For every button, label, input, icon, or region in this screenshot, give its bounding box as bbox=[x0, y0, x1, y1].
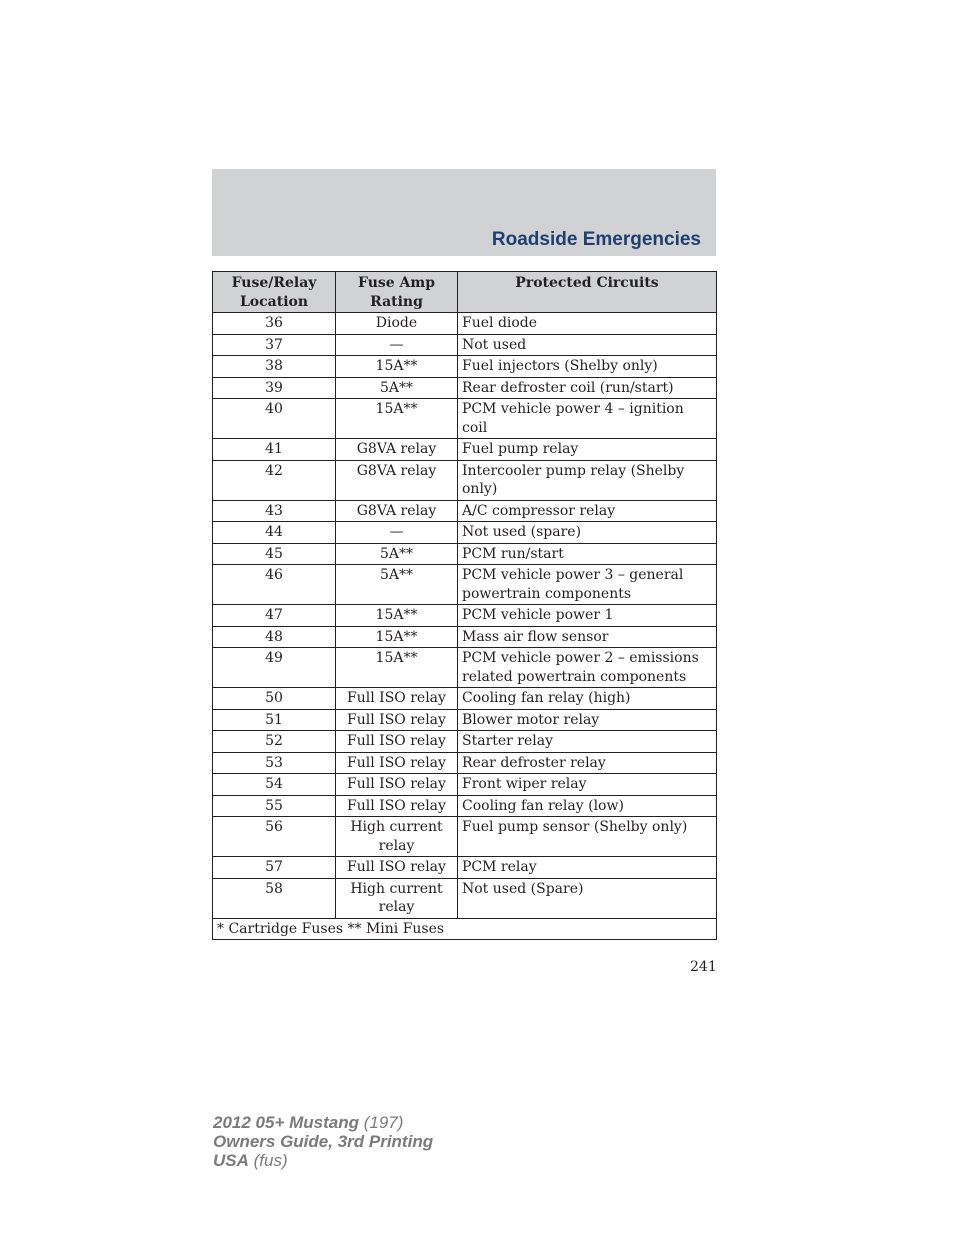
cell-location: 55 bbox=[213, 795, 336, 817]
table-row bbox=[213, 857, 717, 879]
cell-protected-circuit: Fuel pump relay bbox=[458, 439, 717, 461]
cell-amp-rating: 5A** bbox=[336, 377, 458, 399]
cell-amp-rating: G8VA relay bbox=[336, 460, 458, 500]
table-row bbox=[213, 543, 717, 565]
footnote-row bbox=[213, 918, 717, 940]
cell-amp-rating: Full ISO relay bbox=[336, 795, 458, 817]
cell-protected-circuit: Intercooler pump relay (Shelby only) bbox=[458, 460, 717, 500]
table-row bbox=[213, 460, 717, 500]
document-footer bbox=[213, 1113, 433, 1170]
cell-amp-rating: 5A** bbox=[336, 565, 458, 605]
cell-protected-circuit: Starter relay bbox=[458, 731, 717, 753]
table-row bbox=[213, 399, 717, 439]
table-row bbox=[213, 522, 717, 544]
table-row bbox=[213, 878, 717, 918]
cell-amp-rating: High current relay bbox=[336, 878, 458, 918]
cell-amp-rating: G8VA relay bbox=[336, 439, 458, 461]
table-row bbox=[213, 500, 717, 522]
table-footnote: * Cartridge Fuses ** Mini Fuses bbox=[213, 918, 717, 940]
cell-protected-circuit: PCM vehicle power 1 bbox=[458, 605, 717, 627]
footer-line-3: USA (fus) bbox=[213, 1151, 288, 1170]
cell-location: 48 bbox=[213, 626, 336, 648]
cell-protected-circuit: Cooling fan relay (low) bbox=[458, 795, 717, 817]
cell-amp-rating: — bbox=[336, 334, 458, 356]
cell-protected-circuit: PCM vehicle power 3 – general powertrain components bbox=[458, 565, 717, 605]
table-row bbox=[213, 356, 717, 378]
cell-amp-rating: 15A** bbox=[336, 399, 458, 439]
footer-line-2: Owners Guide, 3rd Printing bbox=[213, 1132, 434, 1151]
cell-protected-circuit: Cooling fan relay (high) bbox=[458, 688, 717, 710]
cell-amp-rating: Full ISO relay bbox=[336, 752, 458, 774]
cell-amp-rating: 15A** bbox=[336, 626, 458, 648]
table-row bbox=[213, 565, 717, 605]
cell-location: 38 bbox=[213, 356, 336, 378]
section-title: Roadside Emergencies bbox=[491, 229, 701, 250]
table-row bbox=[213, 439, 717, 461]
cell-protected-circuit: Fuel diode bbox=[458, 313, 717, 335]
cell-amp-rating: 15A** bbox=[336, 648, 458, 688]
cell-location: 58 bbox=[213, 878, 336, 918]
table-row bbox=[213, 709, 717, 731]
cell-protected-circuit: PCM relay bbox=[458, 857, 717, 879]
fuse-table bbox=[212, 271, 717, 940]
column-header-protected-circuits: Protected Circuits bbox=[458, 272, 717, 313]
page-number: 241 bbox=[690, 959, 717, 975]
cell-location: 57 bbox=[213, 857, 336, 879]
cell-amp-rating: High current relay bbox=[336, 817, 458, 857]
cell-location: 49 bbox=[213, 648, 336, 688]
cell-amp-rating: 15A** bbox=[336, 356, 458, 378]
cell-protected-circuit: A/C compressor relay bbox=[458, 500, 717, 522]
table-row bbox=[213, 605, 717, 627]
table-row bbox=[213, 817, 717, 857]
table-row bbox=[213, 313, 717, 335]
cell-location: 37 bbox=[213, 334, 336, 356]
cell-protected-circuit: PCM run/start bbox=[458, 543, 717, 565]
cell-location: 45 bbox=[213, 543, 336, 565]
cell-protected-circuit: Blower motor relay bbox=[458, 709, 717, 731]
table-row bbox=[213, 795, 717, 817]
cell-location: 53 bbox=[213, 752, 336, 774]
cell-location: 46 bbox=[213, 565, 336, 605]
cell-protected-circuit: Fuel injectors (Shelby only) bbox=[458, 356, 717, 378]
cell-amp-rating: Full ISO relay bbox=[336, 688, 458, 710]
column-header-location: Fuse/Relay Location bbox=[213, 272, 336, 313]
cell-amp-rating: Full ISO relay bbox=[336, 774, 458, 796]
cell-protected-circuit: Fuel pump sensor (Shelby only) bbox=[458, 817, 717, 857]
cell-amp-rating: Full ISO relay bbox=[336, 709, 458, 731]
cell-amp-rating: — bbox=[336, 522, 458, 544]
table-body bbox=[213, 313, 717, 919]
footer-line-1: 2012 05+ Mustang (197) bbox=[213, 1113, 404, 1132]
table-row bbox=[213, 334, 717, 356]
table-row bbox=[213, 377, 717, 399]
cell-location: 39 bbox=[213, 377, 336, 399]
cell-amp-rating: Full ISO relay bbox=[336, 731, 458, 753]
cell-location: 43 bbox=[213, 500, 336, 522]
table-row bbox=[213, 626, 717, 648]
cell-protected-circuit: Not used (Spare) bbox=[458, 878, 717, 918]
cell-amp-rating: 5A** bbox=[336, 543, 458, 565]
cell-protected-circuit: PCM vehicle power 2 – emissions related powertrain components bbox=[458, 648, 717, 688]
cell-location: 41 bbox=[213, 439, 336, 461]
table-row bbox=[213, 648, 717, 688]
cell-amp-rating: G8VA relay bbox=[336, 500, 458, 522]
cell-amp-rating: 15A** bbox=[336, 605, 458, 627]
cell-amp-rating: Full ISO relay bbox=[336, 857, 458, 879]
cell-location: 40 bbox=[213, 399, 336, 439]
column-header-amp-rating: Fuse Amp Rating bbox=[336, 272, 458, 313]
cell-protected-circuit: Rear defroster coil (run/start) bbox=[458, 377, 717, 399]
cell-location: 52 bbox=[213, 731, 336, 753]
table-row bbox=[213, 688, 717, 710]
table-header-row bbox=[213, 272, 717, 313]
cell-protected-circuit: Not used bbox=[458, 334, 717, 356]
table-row bbox=[213, 774, 717, 796]
table-row bbox=[213, 731, 717, 753]
cell-location: 36 bbox=[213, 313, 336, 335]
cell-location: 54 bbox=[213, 774, 336, 796]
cell-location: 50 bbox=[213, 688, 336, 710]
section-header-band bbox=[212, 169, 716, 256]
cell-location: 44 bbox=[213, 522, 336, 544]
cell-protected-circuit: Not used (spare) bbox=[458, 522, 717, 544]
cell-location: 56 bbox=[213, 817, 336, 857]
table-row bbox=[213, 752, 717, 774]
cell-location: 42 bbox=[213, 460, 336, 500]
cell-amp-rating: Diode bbox=[336, 313, 458, 335]
cell-location: 47 bbox=[213, 605, 336, 627]
cell-protected-circuit: PCM vehicle power 4 – ignition coil bbox=[458, 399, 717, 439]
cell-location: 51 bbox=[213, 709, 336, 731]
cell-protected-circuit: Rear defroster relay bbox=[458, 752, 717, 774]
cell-protected-circuit: Front wiper relay bbox=[458, 774, 717, 796]
cell-protected-circuit: Mass air flow sensor bbox=[458, 626, 717, 648]
